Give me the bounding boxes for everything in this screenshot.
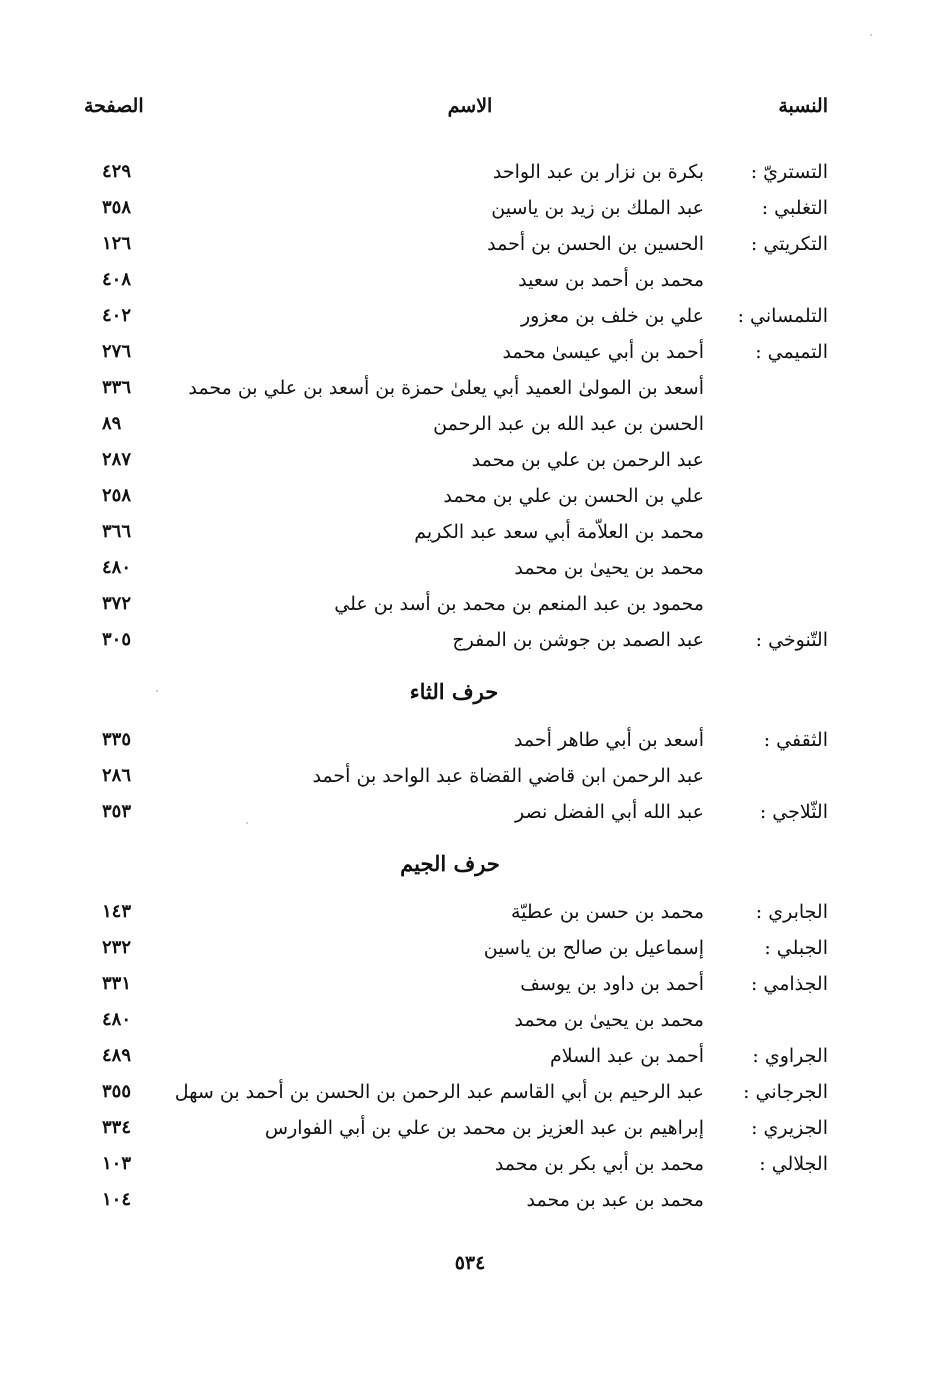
header-page: الصفحة [84, 95, 144, 117]
entry-nisba: الجراوي : [752, 1045, 828, 1067]
index-row [0, 622, 940, 658]
entry-page-number: ٣٣١ [102, 973, 132, 994]
entry-page-number: ٨٩ [102, 413, 122, 434]
entry-name: عبد الرحمن ابن قاضي القضاة عبد الواحد بن أحمد [312, 765, 704, 787]
header-nisba: النسبة [778, 95, 828, 117]
entry-page-number: ٢٣٢ [102, 937, 132, 958]
entry-name: إبراهيم بن عبد العزيز بن محمد بن علي بن أبي الفوارس [264, 1117, 704, 1139]
entry-name: أحمد بن داود بن يوسف [520, 973, 704, 995]
index-row [0, 442, 940, 478]
index-row [0, 226, 940, 262]
index-row [0, 1182, 940, 1218]
section-heading [0, 830, 940, 894]
entry-nisba: الجبلي : [764, 937, 828, 959]
entry-nisba: الثقفي : [763, 729, 828, 751]
section-heading-text: حرف الجيم [400, 851, 500, 876]
entry-name: علي بن الحسن بن علي بن محمد [443, 485, 704, 507]
entry-name: محمود بن عبد المنعم بن محمد بن أسد بن علي [334, 593, 704, 615]
entry-name: عبد الملك بن زيد بن ياسين [491, 197, 704, 219]
entry-page-number: ١٠٣ [102, 1153, 132, 1174]
entry-nisba: الجزيري : [751, 1117, 828, 1139]
entry-page-number: ٣٥٨ [102, 197, 132, 218]
entry-name: محمد بن عبد بن محمد [526, 1189, 704, 1211]
entry-nisba: التّنوخي : [755, 629, 828, 651]
index-row [0, 334, 940, 370]
index-row [0, 154, 940, 190]
entry-nisba: الثّلاجي : [759, 801, 828, 823]
header-name: الاسم [447, 95, 493, 117]
index-row [0, 1110, 940, 1146]
index-row [0, 190, 940, 226]
entry-nisba: التغلبي : [761, 197, 828, 219]
scan-speck [156, 690, 158, 692]
entry-name: محمد بن العلاّمة أبي سعد عبد الكريم [414, 521, 704, 543]
entry-name: أحمد بن عبد السلام [549, 1045, 704, 1067]
index-row [0, 894, 940, 930]
index-row [0, 370, 940, 406]
entry-name: عبد الرحمن بن علي بن محمد [471, 449, 704, 471]
index-row [0, 1074, 940, 1110]
index-entries [0, 154, 940, 1218]
entry-page-number: ٢٨٧ [102, 449, 132, 470]
entry-nisba: التلمساني : [737, 305, 828, 327]
entry-name: عبد الرحيم بن أبي القاسم عبد الرحمن بن الحسن بن أحمد بن سهل [174, 1081, 704, 1103]
entry-page-number: ٢٨٦ [102, 765, 132, 786]
entry-page-number: ٣٧٢ [102, 593, 132, 614]
entry-nisba: الجلالي : [759, 1153, 828, 1175]
page-number: ٥٣٤ [454, 1252, 486, 1274]
scan-speck [246, 822, 248, 824]
entry-page-number: ٣٦٦ [102, 521, 132, 542]
entry-page-number: ٣٠٥ [102, 629, 132, 650]
index-row [0, 758, 940, 794]
entry-nisba: التكريتي : [750, 233, 828, 255]
entry-name: أسعد بن المولىٰ العميد أبي يعلىٰ حمزة بن أسعد بن علي بن محمد [188, 377, 704, 399]
index-row [0, 1038, 940, 1074]
index-row [0, 794, 940, 830]
entry-name: محمد بن أحمد بن سعيد [518, 269, 704, 291]
entry-name: بكرة بن نزار بن عبد الواحد [492, 161, 704, 183]
index-row [0, 1002, 940, 1038]
entry-name: محمد بن يحيىٰ بن محمد [514, 1009, 704, 1031]
entry-name: الحسن بن عبد الله بن عبد الرحمن [433, 413, 704, 435]
index-row [0, 298, 940, 334]
entry-name: أسعد بن أبي طاهر أحمد [513, 729, 704, 751]
column-header-row [0, 95, 940, 127]
entry-page-number: ٤٠٢ [102, 305, 132, 326]
entry-page-number: ٢٥٨ [102, 485, 132, 506]
section-heading-text: حرف الثاء [409, 679, 499, 704]
entry-nisba: الجابري : [755, 901, 828, 923]
entry-page-number: ٣٣٦ [102, 377, 132, 398]
entry-name: إسماعيل بن صالح بن ياسين [483, 937, 704, 959]
entry-page-number: ٤٠٨ [102, 269, 132, 290]
index-row [0, 406, 940, 442]
index-row [0, 586, 940, 622]
entry-name: محمد بن حسن بن عطيّة [510, 901, 704, 923]
index-row [0, 966, 940, 1002]
entry-page-number: ٣٣٥ [102, 729, 132, 750]
entry-page-number: ٤٨٠ [102, 557, 132, 578]
entry-page-number: ٤٢٩ [102, 161, 132, 182]
index-row [0, 930, 940, 966]
entry-page-number: ١٤٣ [102, 901, 132, 922]
entry-page-number: ٣٣٤ [102, 1117, 132, 1138]
entry-page-number: ٤٨٠ [102, 1009, 132, 1030]
entry-page-number: ٣٥٥ [102, 1081, 132, 1102]
scan-speck [870, 34, 872, 36]
index-row [0, 478, 940, 514]
entry-name: عبد الصمد بن جوشن بن المفرج [452, 629, 704, 651]
entry-name: علي بن خلف بن معزور [520, 305, 704, 327]
index-row [0, 1146, 940, 1182]
entry-name: عبد الله أبي الفضل نصر [515, 801, 704, 823]
entry-nisba: التميمي : [755, 341, 828, 363]
section-heading [0, 658, 940, 722]
entry-nisba: الجرجاني : [743, 1081, 828, 1103]
index-row [0, 722, 940, 758]
entry-page-number: ١٢٦ [102, 233, 132, 254]
entry-page-number: ٢٧٦ [102, 341, 132, 362]
entry-page-number: ١٠٤ [102, 1189, 132, 1210]
entry-name: الحسين بن الحسن بن أحمد [487, 233, 704, 255]
index-row [0, 262, 940, 298]
entry-nisba: التستريّ : [750, 161, 828, 183]
entry-name: محمد بن يحيىٰ بن محمد [514, 557, 704, 579]
entry-name: محمد بن أبي بكر بن محمد [494, 1153, 704, 1175]
entry-name: أحمد بن أبي عيسىٰ محمد [502, 341, 704, 363]
index-row [0, 514, 940, 550]
entry-page-number: ٤٨٩ [102, 1045, 132, 1066]
index-row [0, 550, 940, 586]
entry-nisba: الجذامي : [750, 973, 828, 995]
entry-page-number: ٣٥٣ [102, 801, 132, 822]
